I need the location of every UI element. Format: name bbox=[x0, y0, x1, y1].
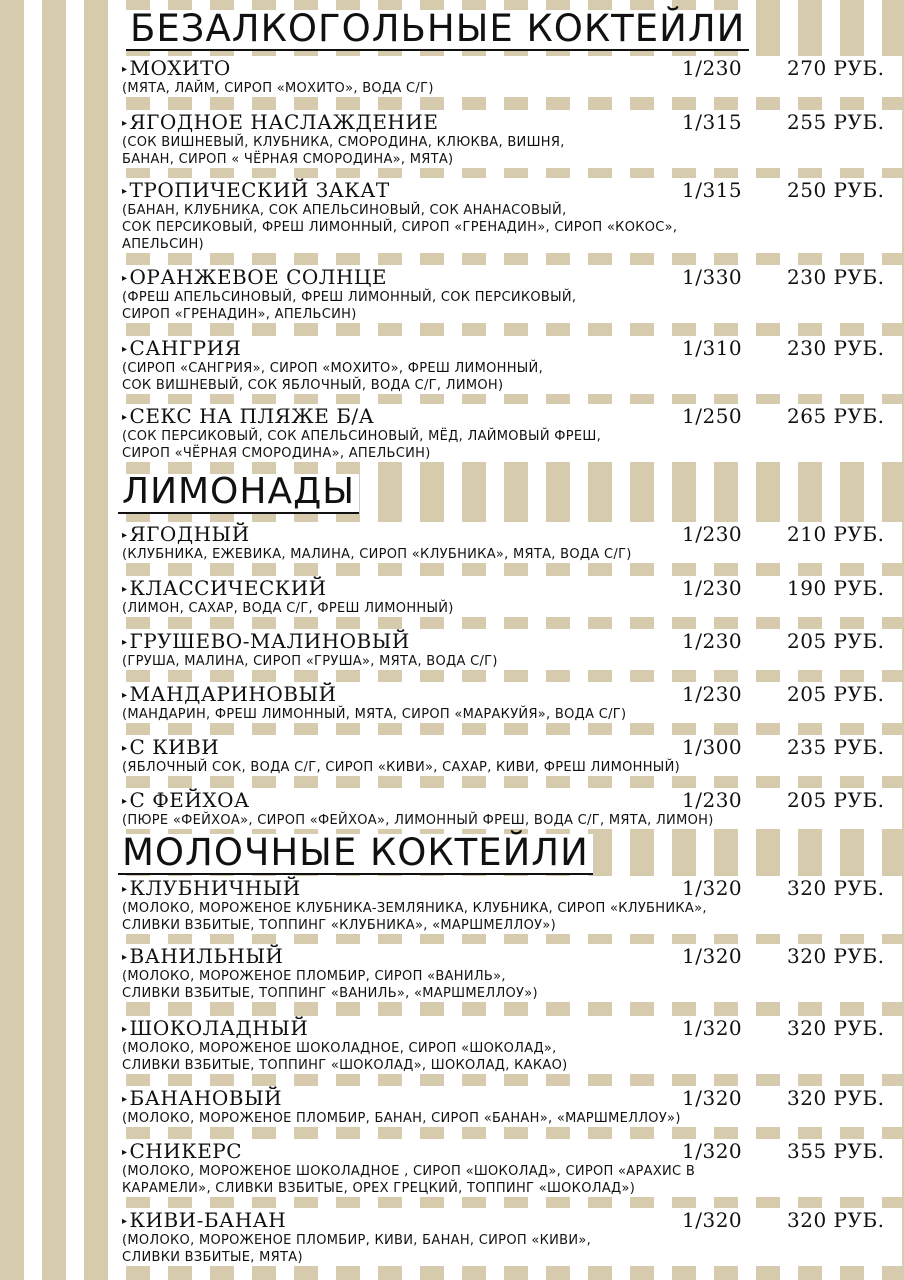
menu-item bbox=[118, 265, 902, 323]
item-price: 320 РУБ. bbox=[787, 944, 885, 968]
item-description-line: СОК ВИШНЕВЫЙ, СОК ЯБЛОЧНЫЙ, ВОДА С/Г, ЛИМОН) bbox=[122, 378, 504, 393]
item-portion: 1/320 bbox=[682, 1016, 743, 1040]
item-description-line: СЛИВКИ ВЗБИТЫЕ, ТОППИНГ «ШОКОЛАД», ШОКОЛАД, КАКАО) bbox=[122, 1058, 568, 1073]
bullet-icon: ▸ bbox=[122, 884, 128, 895]
item-portion: 1/320 bbox=[682, 944, 743, 968]
item-portion: 1/315 bbox=[682, 178, 743, 202]
item-portion: 1/230 bbox=[682, 576, 743, 600]
item-name: ШОКОЛАДНЫЙ bbox=[129, 1016, 309, 1040]
menu-item bbox=[118, 576, 902, 617]
item-portion: 1/230 bbox=[682, 522, 743, 546]
bullet-icon: ▸ bbox=[122, 952, 128, 963]
item-portion: 1/230 bbox=[682, 56, 743, 80]
item-portion: 1/315 bbox=[682, 110, 743, 134]
item-name: МОХИТО bbox=[129, 56, 231, 80]
menu-item bbox=[118, 404, 902, 462]
item-portion: 1/330 bbox=[682, 265, 743, 289]
item-description-line: (МЯТА, ЛАЙМ, СИРОП «МОХИТО», ВОДА С/Г) bbox=[122, 81, 434, 96]
item-price: 355 РУБ. bbox=[787, 1139, 885, 1163]
item-description-line: (ЯБЛОЧНЫЙ СОК, ВОДА С/Г, СИРОП «КИВИ», САХАР, КИВИ, ФРЕШ ЛИМОННЫЙ) bbox=[122, 760, 680, 775]
menu-item bbox=[118, 178, 902, 253]
menu-item bbox=[118, 110, 902, 168]
menu-item bbox=[118, 1208, 902, 1266]
item-price: 320 РУБ. bbox=[787, 1086, 885, 1110]
item-header bbox=[122, 56, 898, 80]
item-price: 230 РУБ. bbox=[787, 265, 885, 289]
bullet-icon: ▸ bbox=[122, 637, 128, 648]
item-price: 235 РУБ. bbox=[787, 735, 885, 759]
item-description-line: (МОЛОКО, МОРОЖЕНОЕ ПЛОМБИР, СИРОП «ВАНИЛЬ», bbox=[122, 969, 506, 984]
item-portion: 1/230 bbox=[682, 788, 743, 812]
item-name: ГРУШЕВО-МАЛИНОВЫЙ bbox=[129, 629, 410, 653]
item-description-line: СИРОП «ЧЁРНАЯ СМОРОДИНА», АПЕЛЬСИН) bbox=[122, 446, 431, 461]
bullet-icon: ▸ bbox=[122, 1094, 128, 1105]
item-name: МАНДАРИНОВЫЙ bbox=[129, 682, 337, 706]
item-header bbox=[122, 404, 898, 428]
item-price: 250 РУБ. bbox=[787, 178, 885, 202]
bullet-icon: ▸ bbox=[122, 1216, 128, 1227]
menu-item bbox=[118, 56, 902, 97]
item-name: КЛАССИЧЕСКИЙ bbox=[129, 576, 327, 600]
menu-item bbox=[118, 735, 902, 776]
item-description-line: (МОЛОКО, МОРОЖЕНОЕ ШОКОЛАДНОЕ , СИРОП «ШОКОЛАД», СИРОП «АРАХИС В bbox=[122, 1164, 696, 1179]
bullet-icon: ▸ bbox=[122, 412, 128, 423]
item-portion: 1/310 bbox=[682, 336, 743, 360]
item-description-line: КАРАМЕЛИ», СЛИВКИ ВЗБИТЫЕ, ОРЕХ ГРЕЦКИЙ, ТОППИНГ «ШОКОЛАД») bbox=[122, 1181, 636, 1196]
item-portion: 1/320 bbox=[682, 1208, 743, 1232]
item-name: КИВИ-БАНАН bbox=[129, 1208, 287, 1232]
item-description-line: СИРОП «ГРЕНАДИН», АПЕЛЬСИН) bbox=[122, 307, 357, 322]
section-title-nonalcoholic-cocktails: БЕЗАЛКОГОЛЬНЫЕ КОКТЕЙЛИ bbox=[126, 10, 749, 51]
item-description-line: (МАНДАРИН, ФРЕШ ЛИМОННЫЙ, МЯТА, СИРОП «МАРАКУЙЯ», ВОДА С/Г) bbox=[122, 707, 627, 722]
bullet-icon: ▸ bbox=[122, 584, 128, 595]
item-description-line: СОК ПЕРСИКОВЫЙ, ФРЕШ ЛИМОННЫЙ, СИРОП «ГРЕНАДИН», СИРОП «КОКОС», bbox=[122, 220, 678, 235]
item-portion: 1/320 bbox=[682, 876, 743, 900]
bullet-icon: ▸ bbox=[122, 186, 128, 197]
item-price: 205 РУБ. bbox=[787, 788, 885, 812]
item-price: 255 РУБ. bbox=[787, 110, 885, 134]
item-description-line: (СОК ПЕРСИКОВЫЙ, СОК АПЕЛЬСИНОВЫЙ, МЁД, ЛАЙМОВЫЙ ФРЕШ, bbox=[122, 429, 602, 444]
bullet-icon: ▸ bbox=[122, 118, 128, 129]
bullet-icon: ▸ bbox=[122, 64, 128, 75]
menu-item bbox=[118, 788, 902, 829]
bullet-icon: ▸ bbox=[122, 530, 128, 541]
bullet-icon: ▸ bbox=[122, 743, 128, 754]
item-name: КЛУБНИЧНЫЙ bbox=[129, 876, 301, 900]
item-description-line: (КЛУБНИКА, ЕЖЕВИКА, МАЛИНА, СИРОП «КЛУБНИКА», МЯТА, ВОДА С/Г) bbox=[122, 547, 632, 562]
item-price: 230 РУБ. bbox=[787, 336, 885, 360]
item-header bbox=[122, 576, 898, 600]
menu-item bbox=[118, 1016, 902, 1074]
section-title-milkshakes: МОЛОЧНЫЕ КОКТЕЙЛИ bbox=[118, 834, 593, 875]
item-description-line: АПЕЛЬСИН) bbox=[122, 237, 204, 252]
item-description-line: (СИРОП «САНГРИЯ», СИРОП «МОХИТО», ФРЕШ ЛИМОННЫЙ, bbox=[122, 361, 544, 376]
item-price: 270 РУБ. bbox=[787, 56, 885, 80]
item-price: 320 РУБ. bbox=[787, 1016, 885, 1040]
item-header bbox=[122, 735, 898, 759]
item-name: ЯГОДНЫЙ bbox=[129, 522, 250, 546]
item-name: ОРАНЖЕВОЕ СОЛНЦЕ bbox=[129, 265, 387, 289]
item-header bbox=[122, 1086, 898, 1110]
item-price: 320 РУБ. bbox=[787, 876, 885, 900]
bullet-icon: ▸ bbox=[122, 796, 128, 807]
menu-item bbox=[118, 1086, 902, 1127]
item-header bbox=[122, 265, 898, 289]
item-portion: 1/230 bbox=[682, 682, 743, 706]
item-description-line: СЛИВКИ ВЗБИТЫЕ, МЯТА) bbox=[122, 1250, 303, 1265]
menu-item bbox=[118, 1139, 902, 1197]
bullet-icon: ▸ bbox=[122, 344, 128, 355]
item-description-line: (ПЮРЕ «ФЕЙХОА», СИРОП «ФЕЙХОА», ЛИМОННЫЙ ФРЕШ, ВОДА С/Г, МЯТА, ЛИМОН) bbox=[122, 813, 714, 828]
item-description-line: (МОЛОКО, МОРОЖЕНОЕ ПЛОМБИР, КИВИ, БАНАН, СИРОП «КИВИ», bbox=[122, 1233, 592, 1248]
item-price: 205 РУБ. bbox=[787, 682, 885, 706]
bullet-icon: ▸ bbox=[122, 273, 128, 284]
item-name: С КИВИ bbox=[129, 735, 220, 759]
item-portion: 1/300 bbox=[682, 735, 743, 759]
item-name: САНГРИЯ bbox=[129, 336, 242, 360]
item-name: ВАНИЛЬНЫЙ bbox=[129, 944, 284, 968]
menu-item bbox=[118, 629, 902, 670]
item-description-line: (ЛИМОН, САХАР, ВОДА С/Г, ФРЕШ ЛИМОННЫЙ) bbox=[122, 601, 454, 616]
menu-item bbox=[118, 336, 902, 394]
item-header bbox=[122, 110, 898, 134]
item-description-line: СЛИВКИ ВЗБИТЫЕ, ТОППИНГ «КЛУБНИКА», «МАРШМЕЛЛОУ») bbox=[122, 918, 556, 933]
bullet-icon: ▸ bbox=[122, 1024, 128, 1035]
item-header bbox=[122, 1208, 898, 1232]
item-price: 190 РУБ. bbox=[787, 576, 885, 600]
item-portion: 1/320 bbox=[682, 1086, 743, 1110]
item-header bbox=[122, 788, 898, 812]
item-name: БАНАНОВЫЙ bbox=[129, 1086, 283, 1110]
item-name: С ФЕЙХОА bbox=[129, 788, 250, 812]
item-description-line: (МОЛОКО, МОРОЖЕНОЕ ШОКОЛАДНОЕ, СИРОП «ШОКОЛАД», bbox=[122, 1041, 557, 1056]
section-title-lemonades: ЛИМОНАДЫ bbox=[118, 474, 359, 514]
item-name: СНИКЕРС bbox=[129, 1139, 243, 1163]
item-header bbox=[122, 1139, 898, 1163]
item-header bbox=[122, 876, 898, 900]
item-description-line: (СОК ВИШНЕВЫЙ, КЛУБНИКА, СМОРОДИНА, КЛЮКВА, ВИШНЯ, bbox=[122, 135, 565, 150]
menu-item bbox=[118, 876, 902, 934]
item-price: 210 РУБ. bbox=[787, 522, 885, 546]
item-header bbox=[122, 522, 898, 546]
item-header bbox=[122, 1016, 898, 1040]
item-price: 320 РУБ. bbox=[787, 1208, 885, 1232]
bullet-icon: ▸ bbox=[122, 690, 128, 701]
item-header bbox=[122, 629, 898, 653]
item-header bbox=[122, 682, 898, 706]
menu-item bbox=[118, 682, 902, 723]
item-portion: 1/320 bbox=[682, 1139, 743, 1163]
menu-item bbox=[118, 522, 902, 563]
item-price: 265 РУБ. bbox=[787, 404, 885, 428]
item-description-line: БАНАН, СИРОП « ЧЁРНАЯ СМОРОДИНА», МЯТА) bbox=[122, 152, 454, 167]
menu-item bbox=[118, 944, 902, 1002]
item-description-line: СЛИВКИ ВЗБИТЫЕ, ТОППИНГ «ВАНИЛЬ», «МАРШМЕЛЛОУ») bbox=[122, 986, 538, 1001]
item-header bbox=[122, 178, 898, 202]
item-header bbox=[122, 944, 898, 968]
item-description-line: (ГРУША, МАЛИНА, СИРОП «ГРУША», МЯТА, ВОДА С/Г) bbox=[122, 654, 498, 669]
item-description-line: (ФРЕШ АПЕЛЬСИНОВЫЙ, ФРЕШ ЛИМОННЫЙ, СОК ПЕРСИКОВЫЙ, bbox=[122, 290, 577, 305]
item-name: ТРОПИЧЕСКИЙ ЗАКАТ bbox=[129, 178, 390, 202]
item-header bbox=[122, 336, 898, 360]
item-name: ЯГОДНОЕ НАСЛАЖДЕНИЕ bbox=[129, 110, 439, 134]
item-portion: 1/230 bbox=[682, 629, 743, 653]
item-description-line: (БАНАН, КЛУБНИКА, СОК АПЕЛЬСИНОВЫЙ, СОК АНАНАСОВЫЙ, bbox=[122, 203, 567, 218]
bullet-icon: ▸ bbox=[122, 1147, 128, 1158]
item-description-line: (МОЛОКО, МОРОЖЕНОЕ ПЛОМБИР, БАНАН, СИРОП «БАНАН», «МАРШМЕЛЛОУ») bbox=[122, 1111, 681, 1126]
item-name: СЕКС НА ПЛЯЖЕ Б/А bbox=[129, 404, 375, 428]
item-description-line: (МОЛОКО, МОРОЖЕНОЕ КЛУБНИКА-ЗЕМЛЯНИКА, КЛУБНИКА, СИРОП «КЛУБНИКА», bbox=[122, 901, 707, 916]
item-portion: 1/250 bbox=[682, 404, 743, 428]
item-price: 205 РУБ. bbox=[787, 629, 885, 653]
